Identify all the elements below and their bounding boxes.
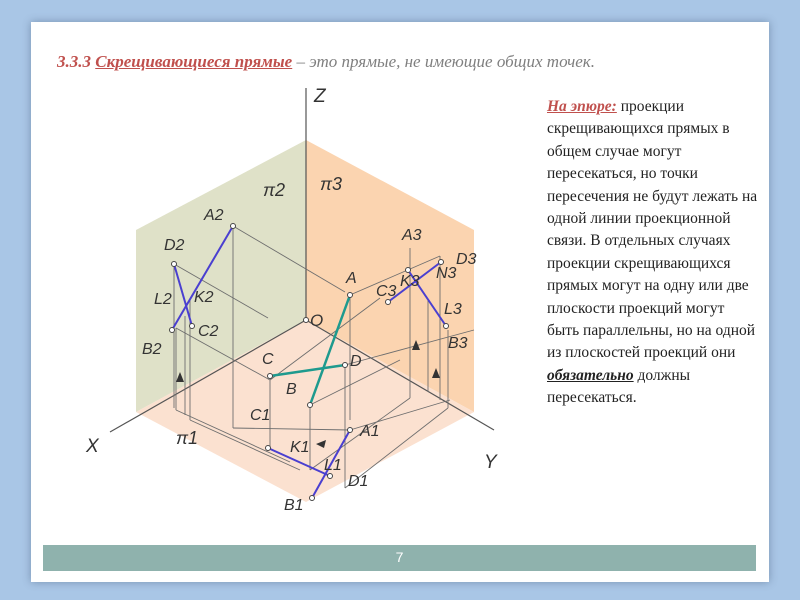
title-definition: – это прямые, не имеющие общих точек. bbox=[292, 52, 596, 71]
label-a1: A1 bbox=[360, 423, 380, 440]
label-b3: B3 bbox=[448, 335, 468, 352]
label-k3: K3 bbox=[400, 273, 420, 290]
label-a2: A2 bbox=[204, 207, 224, 224]
label-n3: N3 bbox=[436, 265, 457, 282]
label-c3: C3 bbox=[376, 283, 397, 300]
label-b1: B1 bbox=[284, 497, 304, 514]
plane-p2-label: π2 bbox=[263, 180, 286, 200]
label-d3: D3 bbox=[456, 251, 477, 268]
label-d2: D2 bbox=[164, 237, 185, 254]
label-l3: L3 bbox=[444, 301, 462, 318]
axis-x-label: X bbox=[86, 436, 99, 457]
label-l2: L2 bbox=[154, 291, 172, 308]
explanation-lead: На эпюре: bbox=[547, 98, 617, 115]
plane-p1-label: π1 bbox=[176, 428, 199, 448]
label-c1: C1 bbox=[250, 407, 271, 424]
footer-bar bbox=[43, 545, 756, 571]
label-d: D bbox=[350, 353, 362, 370]
label-k2: K2 bbox=[194, 289, 214, 306]
explanation-part2: должны пересекаться. bbox=[547, 366, 691, 407]
label-c2: C2 bbox=[198, 323, 219, 340]
label-l1: L1 bbox=[324, 457, 342, 474]
axis-z-label: Z bbox=[314, 86, 326, 107]
label-b: B bbox=[286, 381, 297, 398]
page-number: 7 bbox=[395, 549, 404, 565]
explanation-emphasis: обязательно bbox=[547, 366, 634, 384]
label-c: C bbox=[262, 351, 274, 368]
label-a3: A3 bbox=[402, 227, 422, 244]
plane-p3-label: π3 bbox=[320, 174, 343, 194]
axis-y-label: Y bbox=[484, 452, 497, 473]
explanation-part1: проекции скрещивающихся прямых в общем случае могут пересекаться, но точки пересечения не будут лежать на одной линии проекционной связи. В отдельных случаях проекции скрещивающихся прямых могут на одну или две плоскости проекций могут быть параллельны, но на одной из плоскостей проекций они bbox=[547, 98, 758, 362]
explanation-text bbox=[547, 96, 759, 410]
origin-label: O bbox=[310, 311, 324, 330]
title-term: Скрещивающиеся прямые bbox=[95, 52, 293, 71]
label-a: A bbox=[346, 270, 357, 287]
label-k1: K1 bbox=[290, 439, 310, 456]
label-b2: B2 bbox=[142, 341, 162, 358]
label-d1: D1 bbox=[348, 473, 369, 490]
section-number: 3.3.3 bbox=[57, 52, 91, 71]
